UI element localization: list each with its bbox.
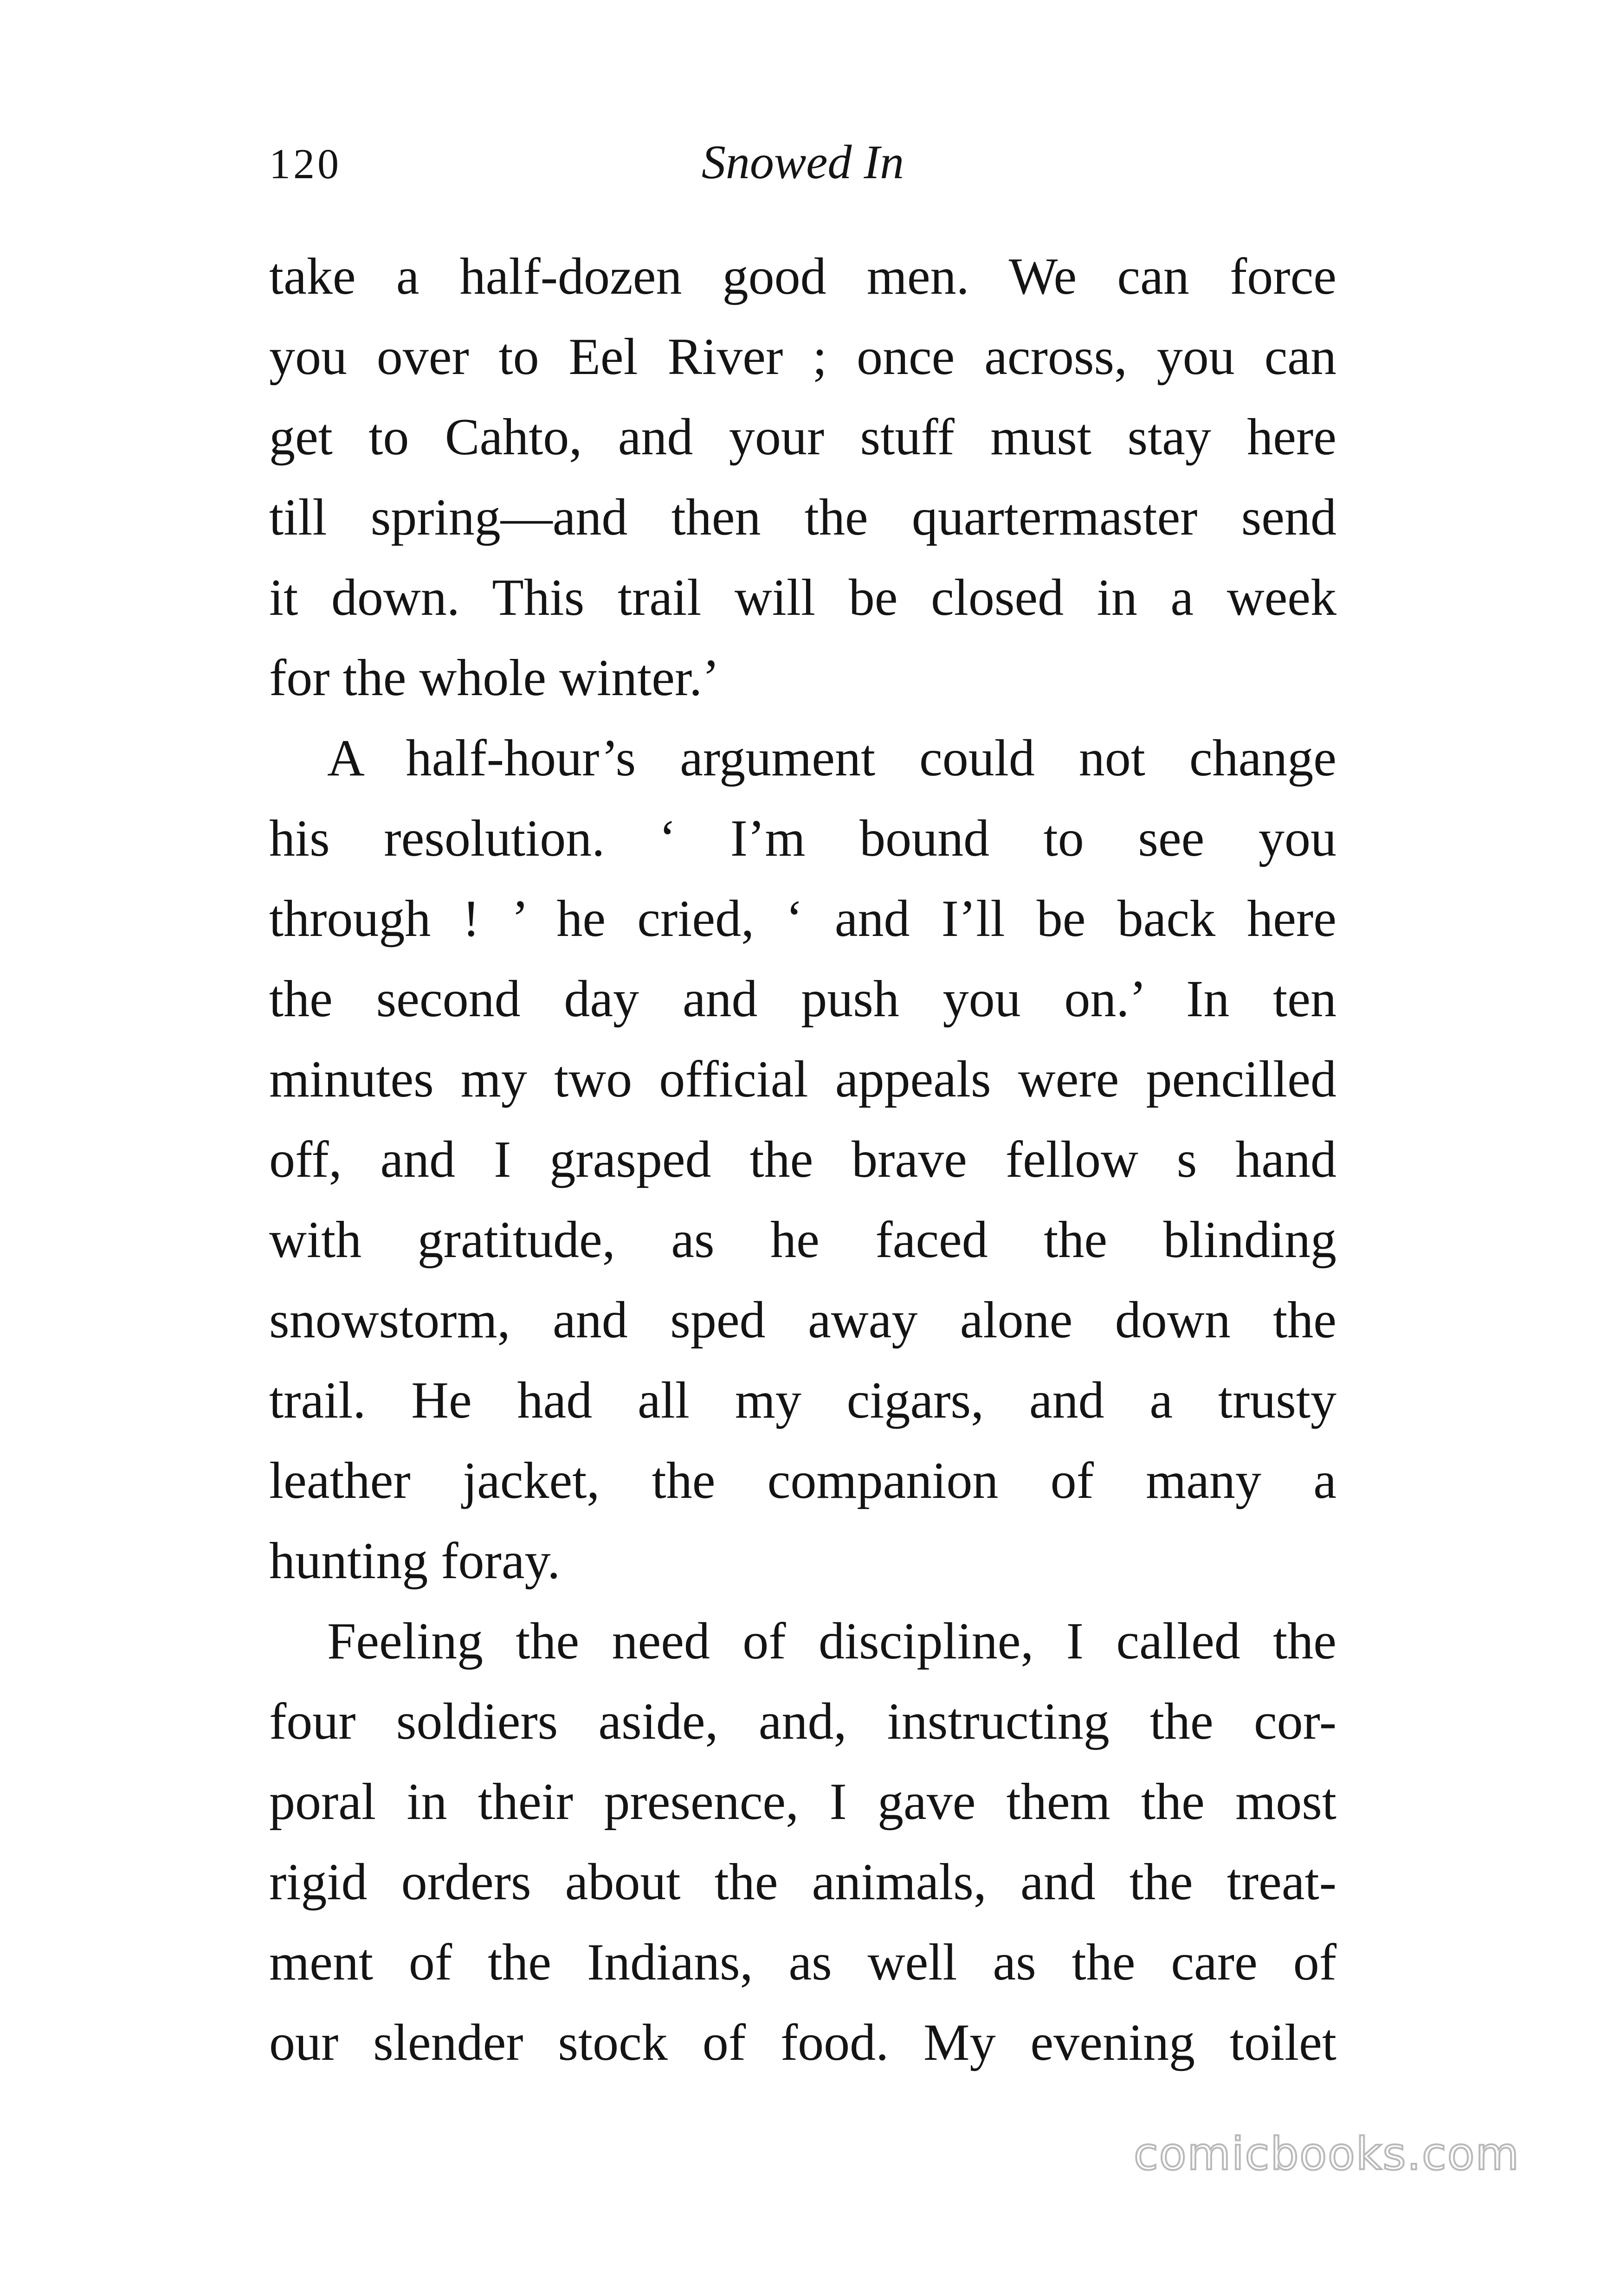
text-line: the second day and push you on.’ In ten xyxy=(269,970,1336,1028)
text-line: get to Cahto, and your stuff must stay here xyxy=(269,408,1336,466)
text-line: our slender stock of food. My evening toilet xyxy=(269,2014,1336,2071)
text-line: it down. This trail will be closed in a week xyxy=(269,569,1336,626)
watermark: comicbooks.com xyxy=(1133,2128,1520,2180)
text-line: till spring—and then the quartermaster send xyxy=(269,489,1336,546)
text-line: with gratitude, as he faced the blinding xyxy=(269,1211,1336,1269)
page-header xyxy=(269,135,1336,204)
text-line: you over to Eel River ; once across, you can xyxy=(269,328,1336,386)
text-line: through ! ’ he cried, ‘ and I’ll be back here xyxy=(269,890,1336,948)
text-line: snowstorm, and sped away alone down the xyxy=(269,1291,1336,1349)
text-line: ment of the Indians, as well as the care of xyxy=(269,1934,1336,1991)
text-line: four soldiers aside, and, instructing the cor- xyxy=(269,1693,1336,1750)
text-line: his resolution. ‘ I’m bound to see you xyxy=(269,810,1336,867)
text-line: off, and I grasped the brave fellow s hand xyxy=(269,1131,1336,1188)
text-line: minutes my two official appeals were pencilled xyxy=(269,1051,1336,1108)
text-line: A half-hour’s argument could not change xyxy=(327,729,1336,787)
text-line: poral in their presence, I gave them the most xyxy=(269,1773,1336,1831)
text-line: leather jacket, the companion of many a xyxy=(269,1452,1336,1509)
text-line: hunting foray. xyxy=(269,1532,561,1590)
text-line: for the whole winter.’ xyxy=(269,649,720,707)
text-line: take a half-dozen good men. We can force xyxy=(269,248,1336,305)
body-text xyxy=(269,237,1336,2083)
page-number: 120 xyxy=(269,140,342,187)
text-line: Feeling the need of discipline, I called the xyxy=(327,1612,1336,1670)
text-line: rigid orders about the animals, and the treat- xyxy=(269,1853,1336,1911)
text-line: trail. He had all my cigars, and a trusty xyxy=(269,1372,1336,1429)
running-title: Snowed In xyxy=(701,135,904,189)
